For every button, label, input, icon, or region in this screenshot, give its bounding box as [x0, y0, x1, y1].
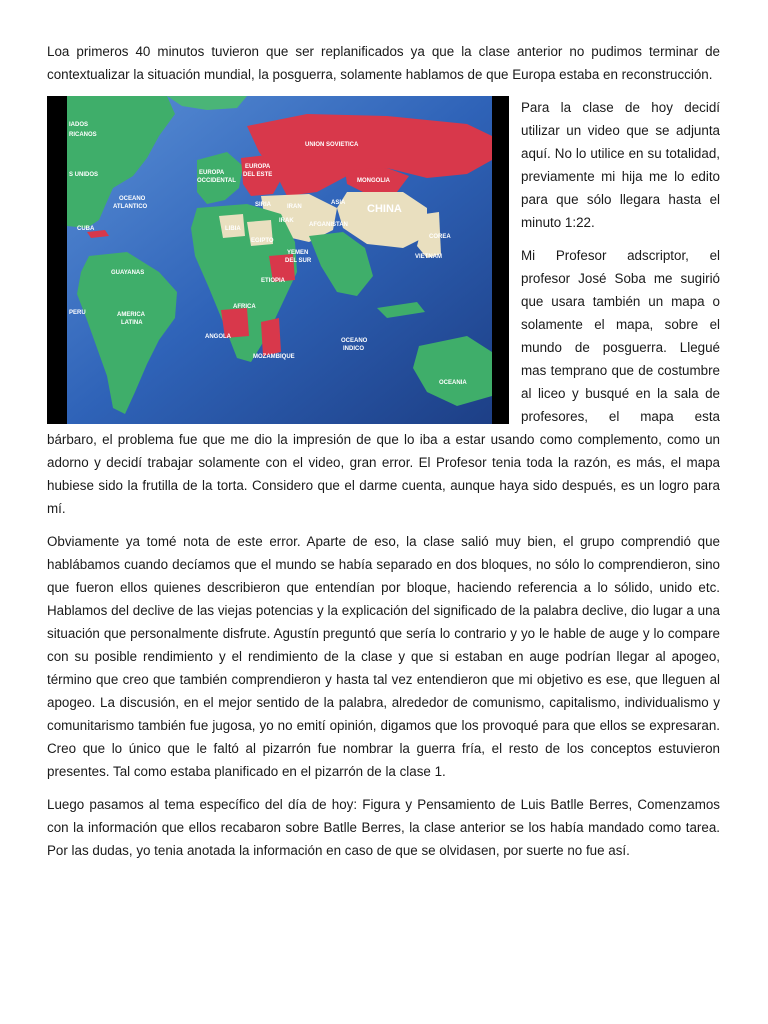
map-label-latina: LATINA [121, 320, 143, 326]
map-label-mongolia: MONGOLIA [357, 178, 390, 184]
map-label-iran: IRAN [287, 204, 302, 210]
map-label-america: AMERICA [117, 312, 145, 318]
map-label-europa-este-1: EUROPA [245, 164, 271, 170]
map-label-mozambique: MOZAMBIQUE [253, 354, 295, 360]
postwar-world-map-image [47, 96, 509, 424]
map-label-europa-occ-2: OCCIDENTAL [197, 178, 236, 184]
map-label-asia: ASIA [331, 200, 346, 206]
map-label-peru: PERU [69, 310, 86, 316]
paragraph-video: Para la clase de hoy decidí utilizar un video que se adjunta aquí. No lo utilice en su totalidad, previamente mi hija me lo edito para que sólo llegara hasta el minuto 1:22. [521, 100, 720, 230]
map-label-yemen: YEMEN [287, 250, 309, 256]
map-label-union-sovietica: UNION SOVIETICA [305, 142, 359, 148]
map-label-oceania: OCEANIA [439, 380, 467, 386]
map-label-libia: LIBIA [225, 226, 241, 232]
map-label-siria: SIRIA [255, 202, 272, 208]
map-label-irak: IRAK [279, 218, 294, 224]
map-label-vietnam: VIETNAM [415, 254, 442, 260]
map-label-egipto: EGIPTO [251, 238, 274, 244]
map-label-estados: IADOS [69, 122, 89, 128]
map-label-africa: AFRICA [233, 304, 256, 310]
map-label-indico-1: OCEANO [341, 338, 368, 344]
map-label-atlantico-1: OCEANO [119, 196, 146, 202]
paragraph-intro: Loa primeros 40 minutos tuvieron que ser replanificados ya que la clase anterior no pudimos terminar de contextualizar la situación mundial, la posguerra, solamente hablamos de que Europa estaba en reconstrucción. [47, 44, 720, 82]
document-page [47, 40, 720, 872]
map-label-china: CHINA [367, 203, 402, 215]
map-label-unidos: S UNIDOS [69, 172, 99, 178]
map-label-europa-occ-1: EUROPA [199, 170, 225, 176]
map-label-angola: ANGOLA [205, 334, 231, 340]
paragraph-batlle-berres: Luego pasamos al tema específico del día de hoy: Figura y Pensamiento de Luis Batlle Berres, Comenzamos con la información que ellos recabaron sobre Batlle Berres, la clase anterior se los había mandado como tarea. Por las dudas, yo tenia anotada la información en caso de que se olvidasen, por suerte no fue así. [47, 797, 720, 858]
map-label-etiopia: ETIOPIA [261, 278, 286, 284]
mozambique-region [261, 318, 281, 356]
map-label-cuba: CUBA [77, 226, 95, 232]
map-label-guayanas: GUAYANAS [111, 270, 145, 276]
map-label-corea: COREA [429, 234, 451, 240]
map-label-europa-este-2: DEL ESTE [243, 172, 273, 178]
map-label-afganistan: AFGANISTAN [309, 222, 348, 228]
map-label-americanos: RICANOS [69, 132, 97, 138]
map-label-indico-2: INDICO [343, 346, 364, 352]
paragraph-map-suggestion: Mi Profesor adscriptor, el profesor José Soba me sugirió que usara también un mapa o solamente el mapa, sobre el mundo de posguerra. Llegué mas temprano que de costumbre al liceo y busqué en la sala de profesores, el mapa esta bárbaro, el problema fue que me dio la impresión de que lo iba a estar usando como complemento, como un adorno y decidí trabajar solamente con el video, gran error. El Profesor tenia toda la razón, es más, el mapa hubiese sido la frutilla de la torta. Considero que el darme cuenta, aunque haya sido después, es un logro para mí. [47, 248, 720, 516]
map-label-atlantico-2: ATLANTICO [113, 204, 148, 210]
map-label-yemen-sur: DEL SUR [285, 258, 312, 264]
map-svg [47, 96, 509, 424]
paragraph-class-discussion: Obviamente ya tomé nota de este error. Aparte de eso, la clase salió muy bien, el grupo comprendió que hablábamos cuando decíamos que el mundo se había separado en dos bloques, no sólo lo comprendieron, sino que fueron ellos quienes describieron que entendían por bloque, haciendo referencia a lo sólido, unido etc. Hablamos del declive de las viejas potencias y la explicación del significado de la palabra declive, dio lugar a una situación que personalmente disfrute. Agustín preguntó que sería lo contrario y yo le hable de auge y lo compare con su posible rendimiento y el rendimiento de la clase y que si estaban en auge podrían llegar al apogeo, término que creo que también comprendieron y hasta tal vez entendieron que mi objetivo es ese, que lleguen al apogeo. La discusión, en el mejor sentido de la palabra, alrededor de comunismo, capitalismo, individualismo y comunitarismo también fue jugosa, yo no emití opinión, digamos que los provoqué para que ellos se expresaran. Creo que lo único que le faltó al pizarrón fue nombrar la guerra fría, el resto de los conceptos estuvieron presentes. Tal como estaba planificado en el pizarrón de la clase 1. [47, 534, 720, 779]
